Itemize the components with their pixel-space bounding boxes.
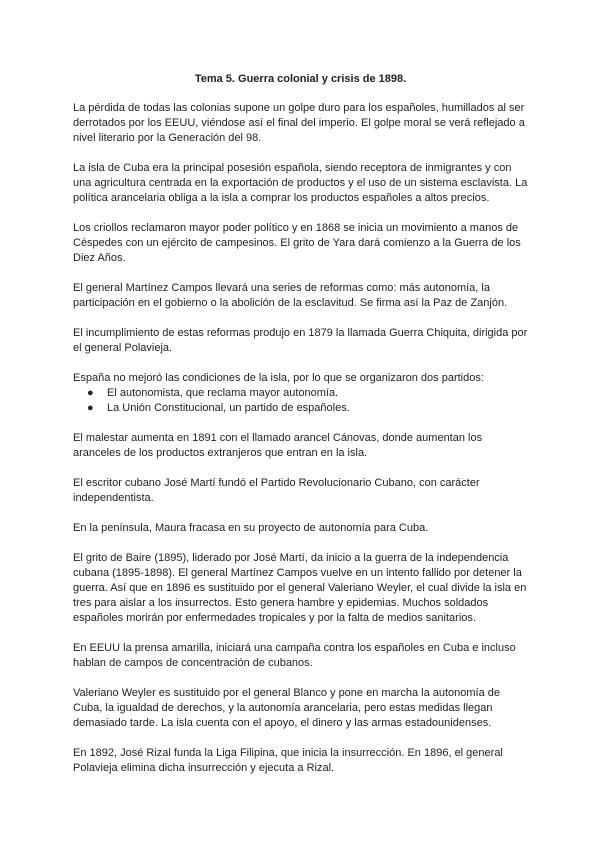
bullet-icon: ● bbox=[87, 402, 94, 414]
list-item-text: El autonomista, que reclama mayor autonomía. bbox=[107, 387, 339, 399]
paragraph-intro: La pérdida de todas las colonias supone un golpe duro para los españoles, humillados al ser derrotados por los EEUU, viéndose así el final del imperio. El golpe moral se verá reflejado a nivel literario por la Generación del 98. bbox=[73, 102, 525, 144]
paragraph-arancel-canovas: El malestar aumenta en 1891 con el llamado arancel Cánovas, donde aumentan los aranceles de los productos extranjeros que entran en la isla. bbox=[73, 432, 483, 459]
paragraph-cuba: La isla de Cuba era la principal posesión española, siendo receptora de inmigrantes y con una agricultura centrada en la exportación de productos y el uso de un sistema esclavista. La política arancelaria obliga a la isla a comprar los productos españoles a altos precios. bbox=[73, 162, 528, 204]
paragraph-martinez-campos: El general Martínez Campos llevará una series de reformas como: más autonomía, la participación en el gobierno o la abolición de la esclavitud. Se firma así la Paz de Zanjón. bbox=[73, 282, 508, 309]
paragraph-grito-de-baire: El grito de Baire (1895), liderado por José Martí, da inicio a la guerra de la independencia cubana (1895-1898). El general Martínez Campos vuelve en un intento fallido por detener la guerra. Así que en 1896 es sustituido por el general Valeriano Weyler, el cual divide la isla en tres para aislar a los insurrectos. Esto genera hambre y epidemias. Muchos soldados españoles morirán por enfermedades tropicales y por la falta de medios sanitarios. bbox=[73, 552, 527, 624]
document-title: Tema 5. Guerra colonial y crisis de 1898. bbox=[194, 73, 407, 85]
paragraph-filipinas: En 1892, José Rizal funda la Liga Filipina, que inicia la insurrección. En 1896, el general Polavieja elimina dicha insurrección y ejecuta a Rizal. bbox=[73, 747, 503, 774]
paragraph-maura: En la península, Maura fracasa en su proyecto de autonomía para Cuba. bbox=[73, 522, 429, 534]
paragraph-prensa-amarilla: En EEUU la prensa amarilla, iniciará una campaña contra los españoles en Cuba e incluso hablan de campos de concentración de cubanos. bbox=[73, 642, 516, 669]
paragraph-partidos: España no mejoró las condiciones de la isla, por lo que se organizaron dos partidos: bbox=[73, 372, 484, 384]
bullet-icon: ● bbox=[87, 387, 94, 399]
paragraph-weyler-blanco: Valeriano Weyler es sustituido por el general Blanco y pone en marcha la autonomía de Cuba, la igualdad de derechos, y la autonomía arancelaria, pero estas medidas llegan demasiado tarde. La isla cuenta con el apoyo, el dinero y las armas estadounidenses. bbox=[73, 687, 501, 729]
list-item-text: La Unión Constitucional, un partido de españoles. bbox=[107, 402, 350, 414]
list-item bbox=[87, 386, 528, 401]
list-item bbox=[87, 401, 528, 416]
paragraph-jose-marti: El escritor cubano José Martí fundó el Partido Revolucionario Cubano, con carácter independentista. bbox=[73, 477, 480, 504]
party-list bbox=[73, 386, 528, 416]
paragraph-criollos: Los criollos reclamaron mayor poder político y en 1868 se inicia un movimiento a manos de Céspedes con un ejército de campesinos. El grito de Yara dará comienzo a la Guerra de los Diez Años. bbox=[73, 222, 521, 264]
paragraph-guerra-chiquita: El incumplimiento de estas reformas produjo en 1879 la llamada Guerra Chiquita, dirigida por el general Polavieja. bbox=[73, 327, 528, 354]
